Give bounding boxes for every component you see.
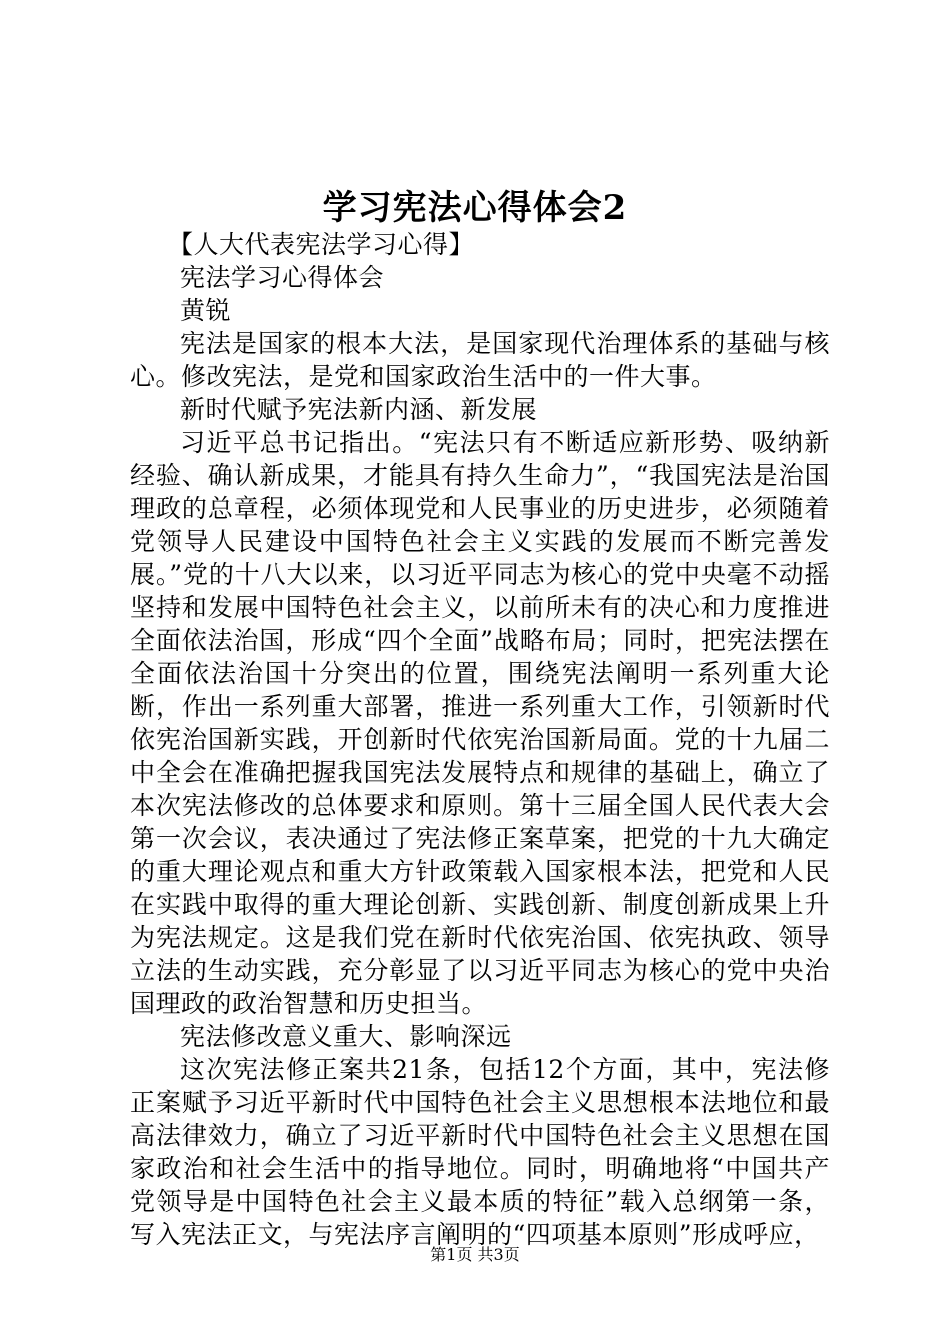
section-heading-1: 新时代赋予宪法新内涵、新发展	[180, 395, 538, 424]
paragraph-subtitle: 宪法学习心得体会	[180, 263, 385, 292]
paragraph-body-1: 习近平总书记指出。“宪法只有不断适应新形势、吸纳新经验、确认新成果，才能具有持久生命力”，“我国宪法是治国理政的总章程，必须体现党和人民事业的历史进步，必须随着党领导人民建设中国特色社会主义实践的发展而不断完善发展。”党的十八大以来，以习近平同志为核心的党中央毫不动摇坚持和发展中国特色社会主义，以前所未有的决心和力度推进全面依法治国，形成“四个全面”战略布局；同时，把宪法摆在全面依法治国十分突出的位置，围绕宪法阐明一系列重大论断，作出一系列重大部署，推进一系列重大工作，引领新时代依宪治国新实践，开创新时代依宪治国新局面。党的十九届二中全会在准确把握我国宪法发展特点和规律的基础上，确立了本次宪法修改的总体要求和原则。第十三届全国人民代表大会第一次会议，表决通过了宪法修正案草案，把党的十九大确定的重大理论观点和重大方针政策载入国家根本法，把党和人民在实践中取得的重大理论创新、实践创新、制度创新成果上升为宪法规定。这是我们党在新时代依宪治国、依宪执政、领导立法的生动实践，充分彰显了以习近平同志为核心的党中央治国理政的政治智慧和历史担当。	[130, 428, 830, 1018]
document-body	[130, 228, 830, 1251]
paragraph-author: 黄锐	[180, 296, 232, 325]
paragraph-body-2: 这次宪法修正案共21条，包括12个方面，其中，宪法修正案赋予习近平新时代中国特色社会主义思想根本法地位和最高法律效力，确立了习近平新时代中国特色社会主义思想在国家政治和社会生活中的指导地位。同时，明确地将“中国共产党领导是中国特色社会主义最本质的特征”载入总纲第一条，写入宪法正文，与宪法序言阐明的“四项基本原则”形成呼应，	[130, 1055, 830, 1249]
page-footer: 第1页 共3页	[430, 1245, 520, 1264]
section-heading-2: 宪法修改意义重大、影响深远	[180, 1022, 512, 1051]
page-title: 学习宪法心得体会2	[322, 188, 628, 228]
paragraph-intro: 宪法是国家的根本大法，是国家现代治理体系的基础与核心。修改宪法，是党和国家政治生活中的一件大事。	[130, 329, 830, 391]
paragraph-source: 【人大代表宪法学习心得】	[168, 230, 475, 259]
